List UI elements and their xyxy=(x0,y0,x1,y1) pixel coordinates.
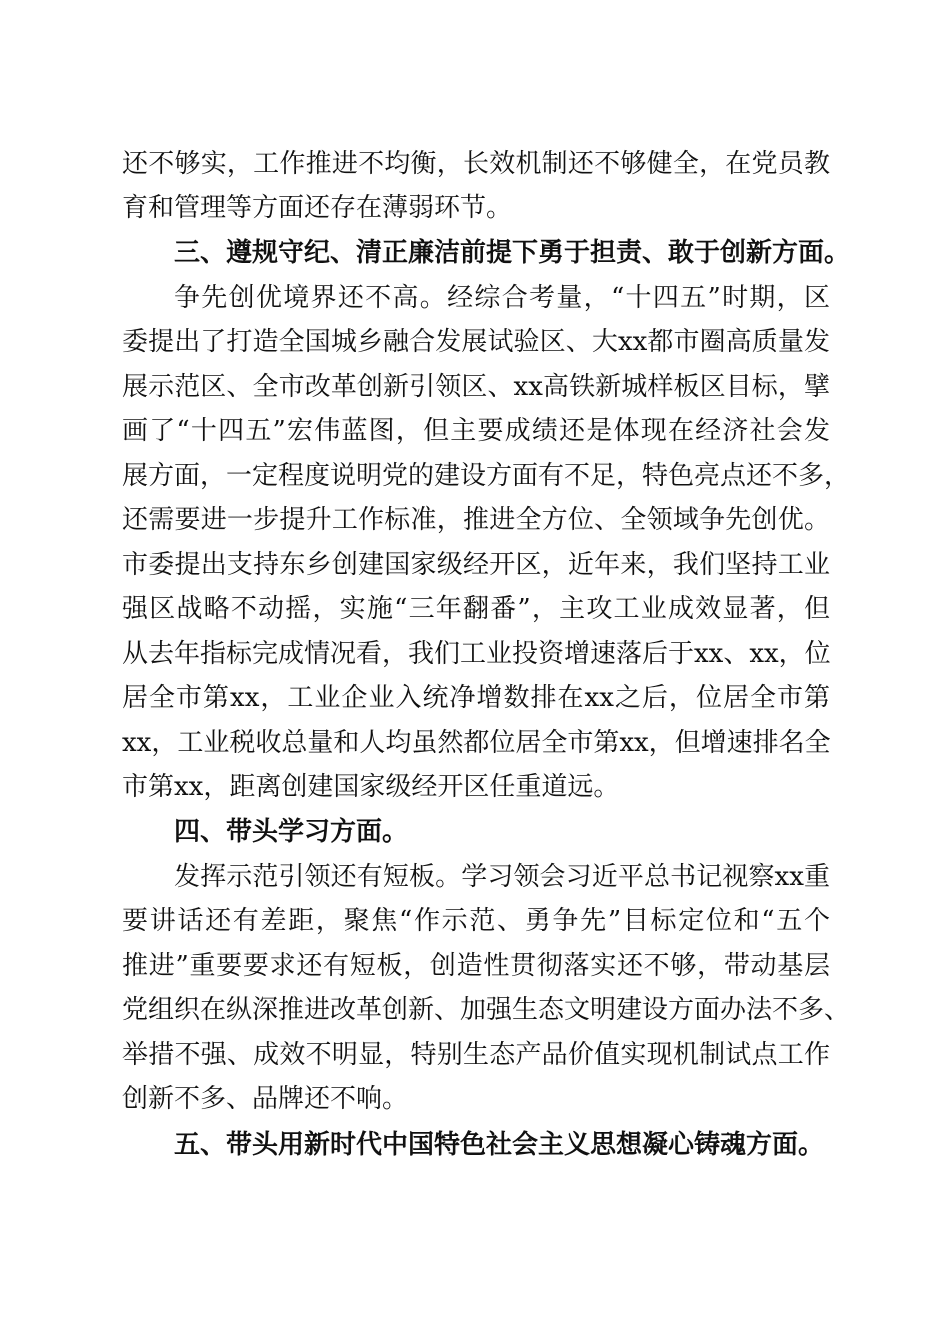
section-heading-3: 三、遵规守纪、清正廉洁前提下勇于担责、敢于创新方面。 xyxy=(174,238,851,268)
section-heading-5: 五、带头用新时代中国特色社会主义思想凝心铸魂方面。 xyxy=(174,1130,825,1160)
paragraph-line: 发挥示范引领还有短板。学习领会习近平总书记视察xx重 xyxy=(174,862,830,892)
paragraph-line: 画了“十四五”宏伟蓝图，但主要成绩还是体现在经济社会发 xyxy=(122,416,830,446)
paragraph-line: xx，工业税收总量和人均虽然都位居全市第xx，但增速排名全 xyxy=(122,728,831,758)
paragraph-line: 创新不多、品牌还不响。 xyxy=(122,1084,409,1114)
paragraph-line: 党组织在纵深推进改革创新、加强生态文明建设方面办法不多、 xyxy=(122,995,851,1025)
paragraph-line: 举措不强、成效不明显，特别生态产品价值实现机制试点工作 xyxy=(122,1040,830,1070)
paragraph-line: 居全市第xx，工业企业入统净增数排在xx之后，位居全市第 xyxy=(122,683,830,713)
paragraph-line: 展示范区、全市改革创新引领区、xx高铁新城样板区目标，擘 xyxy=(122,372,830,402)
paragraph-line: 还不够实，工作推进不均衡，长效机制还不够健全，在党员教 xyxy=(122,149,830,179)
paragraph-line: 展方面，一定程度说明党的建设方面有不足，特色亮点还不多， xyxy=(122,461,851,491)
paragraph-line: 从去年指标完成情况看，我们工业投资增速落后于xx、xx，位 xyxy=(122,639,831,669)
section-heading-4: 四、带头学习方面。 xyxy=(174,817,409,847)
paragraph-line: 强区战略不动摇，实施“三年翻番”，主攻工业成效显著，但 xyxy=(122,594,830,624)
paragraph-line: 还需要进一步提升工作标准，推进全方位、全领域争先创优。 xyxy=(122,505,830,535)
paragraph-line: 市委提出支持东乡创建国家级经开区，近年来，我们坚持工业 xyxy=(122,550,830,580)
paragraph-line: 争先创优境界还不高。经综合考量，“十四五”时期，区 xyxy=(174,283,830,313)
paragraph-line: 育和管理等方面还存在薄弱环节。 xyxy=(122,193,513,223)
paragraph-line: 市第xx，距离创建国家级经开区任重道远。 xyxy=(122,772,620,802)
paragraph-line: 委提出了打造全国城乡融合发展试验区、大xx都市圈高质量发 xyxy=(122,327,830,357)
paragraph-line: 推进”重要要求还有短板，创造性贯彻落实还不够，带动基层 xyxy=(122,951,830,981)
paragraph-line: 要讲话还有差距，聚焦“作示范、勇争先”目标定位和“五个 xyxy=(122,906,830,936)
